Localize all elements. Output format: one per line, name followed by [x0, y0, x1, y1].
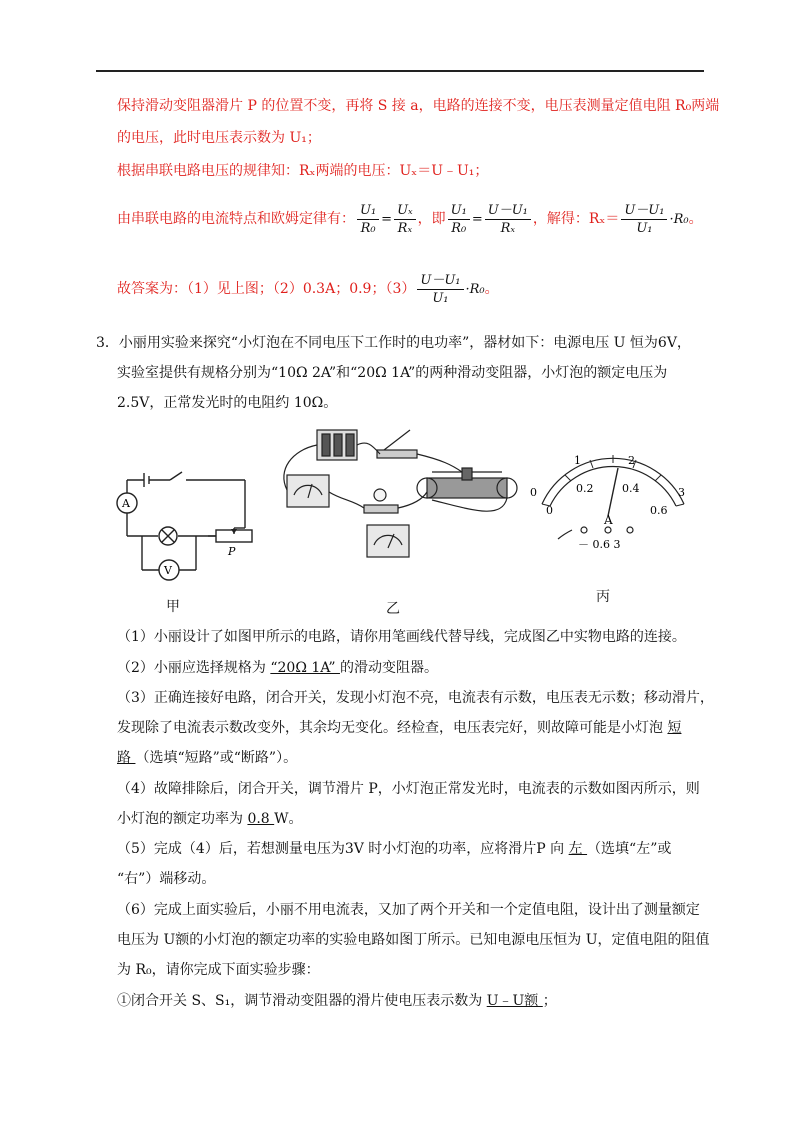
frac-num: U－U₁: [417, 272, 463, 290]
q3-intro-3: 2.5V，正常发光时的电阻约 10Ω。: [117, 395, 338, 411]
q3-part3-answer-b: 路: [117, 750, 136, 766]
solution-line-4-mid2: ，解得：Rₓ＝: [532, 211, 620, 227]
q3-part5-line2: “右”）端移动。: [117, 871, 216, 887]
circuit-diagram-jia: [112, 460, 262, 590]
q3-intro-1: 3．小丽用实验来探究“小灯泡在不同电压下工作时的电功率”，器材如下：电源电压 U 恒为6V，: [96, 335, 691, 351]
q3-part3-answer-a: 短: [667, 720, 682, 736]
frac-den: R₀: [451, 220, 467, 236]
q3-part3-line3-text: （选填“短路”或“断路”）。: [135, 750, 298, 766]
q3-part3-line1: （3）正确连接好电路，闭合开关，发现小灯泡不亮，电流表有示数，电压表无示数；移动滑片，: [117, 690, 714, 706]
q3-part5-answer: 左: [568, 841, 588, 857]
q3-intro-2: 实验室提供有规格分别为“10Ω 2A”和“20Ω 1A”的两种滑动变阻器，小灯泡的额定电压为: [117, 365, 668, 381]
fraction-ux-rx: [394, 202, 416, 237]
q3-part4-answer: 0.8: [247, 811, 275, 827]
q3-part1: （1）小丽设计了如图甲所示的电路，请你用笔画线代替导线，完成图乙中实物电路的连接。: [117, 629, 686, 645]
q3-part4-prefix: 小灯泡的额定功率为: [117, 811, 248, 827]
frac-den: R₀: [360, 220, 376, 236]
bottom-scale-0-6: 0.6: [650, 504, 668, 517]
bottom-scale-0: 0: [546, 504, 553, 517]
solution-line-1: 保持滑动变阻器滑片 P 的位置不变，再将 S 接 a，电路的连接不变，电压表测量定值电阻 R₀两端: [117, 98, 720, 114]
dial-unit-a: A: [604, 513, 613, 527]
figure-caption-yi: 乙: [386, 601, 400, 617]
q3-part6-line1: （6）完成上面实验后，小丽不用电流表，又加了两个开关和一个定值电阻，设计出了测量额定: [117, 902, 700, 918]
terminal-labels: － 0.6 3: [578, 538, 621, 551]
answer-end: 。: [484, 281, 499, 297]
q3-step1-prefix: ①闭合开关 S、S₁，调节滑动变阻器的滑片使电压表示数为: [117, 993, 487, 1009]
q3-part2: [117, 658, 438, 678]
q3-part5-line1: [117, 839, 671, 859]
q3-part2-answer: “20Ω 1A”: [270, 660, 340, 676]
frac-num: U－U₁: [485, 202, 531, 220]
figure-caption-jia: 甲: [166, 599, 180, 615]
q3-part3-line3: [117, 748, 297, 768]
answer-prefix: 故答案为：（1）见上图；（2）0.3A；0.9；（3）: [117, 281, 416, 297]
frac-num: U－U₁: [621, 202, 667, 220]
times-r0: ·R₀: [669, 212, 689, 227]
q3-part2-suffix: 的滑动变阻器。: [339, 660, 438, 676]
fraction-u1-r0-2: [448, 202, 470, 237]
ammeter-dial-bing: [522, 444, 702, 564]
q3-part4-line2: [117, 809, 303, 829]
top-scale-3: 3: [678, 486, 685, 499]
q3-step1-suffix: ；: [542, 993, 557, 1009]
figure-caption-bing: 丙: [596, 589, 610, 605]
frac-den: U₁: [432, 290, 449, 306]
frac-num: U₁: [357, 202, 379, 220]
frac-num: Uₓ: [394, 202, 416, 220]
voltmeter-label: V: [164, 564, 172, 577]
header-rule: [96, 70, 704, 72]
solution-line-4-end: 。: [688, 211, 703, 227]
equals-sign: =: [381, 212, 393, 227]
q3-part4-line1: （4）故障排除后，闭合开关，调节滑片 P，小灯泡正常发光时，电流表的示数如图丙所示，则: [117, 781, 700, 797]
equals-sign: =: [471, 212, 483, 227]
solution-line-4-mid1: ，即: [417, 211, 446, 227]
frac-den: Rₓ: [500, 220, 515, 236]
answer-times-r0: ·R₀: [465, 282, 485, 297]
frac-den: U₁: [636, 220, 653, 236]
q3-step1-answer: U﹣U额: [486, 993, 543, 1009]
q3-part5-suffix: （选填“左”或: [587, 841, 672, 857]
fraction-u-minus-u1-rx: [485, 202, 531, 237]
ammeter-label: A: [122, 497, 130, 510]
q3-part3-line2-text: 发现除了电流表示数改变外，其余均无变化。经检查，电压表完好，则故障可能是小灯泡: [117, 720, 668, 736]
top-scale-0: 0: [530, 486, 537, 499]
bottom-scale-0-4: 0.4: [622, 482, 640, 495]
solution-line-4-prefix: 由串联电路的电流特点和欧姆定律有：: [117, 211, 355, 227]
solution-line-3: 根据串联电路电压的规律知：Rₓ两端的电压：Uₓ＝U﹣U₁；: [117, 163, 489, 179]
fraction-u-minus-u1-u1: [621, 202, 667, 237]
answer-line: [117, 269, 499, 310]
solution-line-4: [117, 199, 703, 240]
answer-fraction: [417, 272, 463, 307]
fraction-u1-r0: [357, 202, 379, 237]
q3-step1: [117, 991, 557, 1011]
q3-part2-prefix: （2）小丽应选择规格为: [117, 660, 271, 676]
solution-line-2: 的电压，此时电压表示数为 U₁；: [117, 130, 321, 146]
slider-p-label: P: [228, 545, 236, 558]
q3-part3-line2: [117, 718, 681, 738]
bottom-scale-0-2: 0.2: [576, 482, 594, 495]
q3-part6-line3: 为 R₀，请你完成下面实验步骤：: [117, 962, 320, 978]
frac-num: U₁: [448, 202, 470, 220]
q3-part5-prefix: （5）完成（4）后，若想测量电压为3V 时小灯泡的功率，应将滑片P 向: [117, 841, 569, 857]
apparatus-diagram-yi: [272, 420, 520, 580]
q3-part6-line2: 电压为 U额的小灯泡的额定功率的实验电路如图丁所示。已知电源电压恒为 U，定值电阻的阻值: [117, 932, 710, 948]
top-scale-2: 2: [628, 454, 635, 467]
frac-den: Rₓ: [397, 220, 413, 236]
top-scale-1: 1: [574, 454, 581, 467]
q3-part4-suffix: W。: [274, 811, 303, 827]
